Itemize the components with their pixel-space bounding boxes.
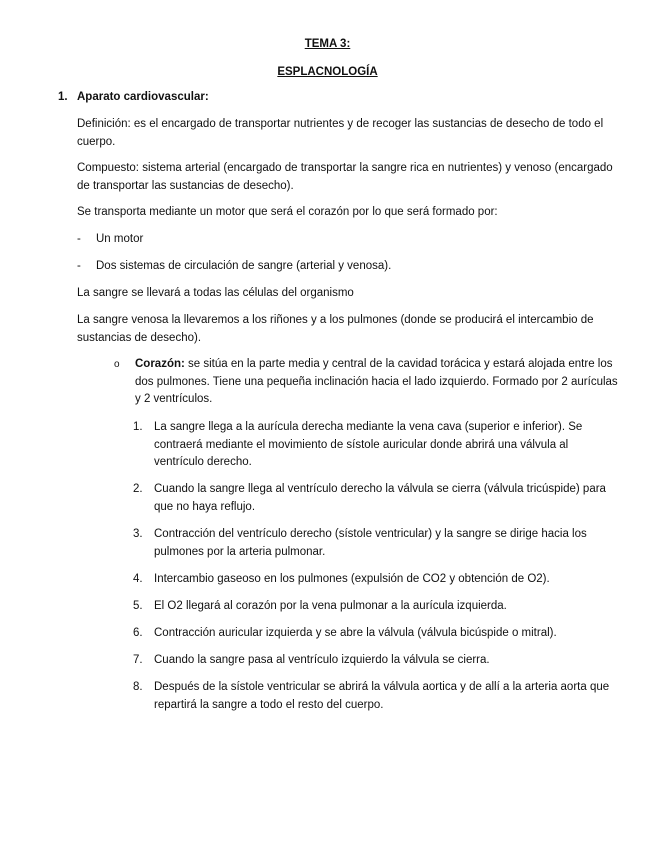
- dash-marker: -: [77, 260, 81, 272]
- circle-bullet-icon: o: [114, 359, 120, 370]
- step-text: Cuando la sangre llega al ventrículo derecho la válvula se cierra (válvula tricúspide) para que no haya reflujo.: [154, 483, 606, 513]
- step-number: 5.: [133, 600, 143, 612]
- bullet-corazon-text: [135, 356, 619, 409]
- step-text: Después de la sístole ventricular se abrirá la válvula aortica y de allí a la arteria aorta que repartirá la sangre a todo el resto del cuerpo.: [154, 681, 610, 711]
- page-subtitle: ESPLACNOLOGÍA: [277, 66, 378, 78]
- step-text: El O2 llegará al corazón por la vena pulmonar a la aurícula izquierda.: [154, 600, 507, 612]
- list-item-text: Dos sistemas de circulación de sangre (arterial y venosa).: [96, 260, 392, 272]
- step-text: Intercambio gaseoso en los pulmones (expulsión de CO2 y obtención de O2).: [154, 573, 550, 585]
- section-heading-text: Aparato cardiovascular:: [77, 91, 209, 103]
- step-number: 6.: [133, 627, 143, 639]
- step-number: 4.: [133, 573, 143, 585]
- step-number: 2.: [133, 483, 143, 495]
- bullet-body: se sitúa en la parte media y central de la cavidad torácica y estará alojada entre los dos pulmones. Tiene una pequeña inclinación hacia el lado izquierdo. Formado por 2 aurículas y 2 ventrículos.: [135, 358, 618, 405]
- section-number: 1.: [58, 91, 68, 103]
- list-item-text: Un motor: [96, 233, 144, 245]
- paragraph-definicion: Definición: es el encargado de transportar nutrientes y de recoger las sustancias de desecho de todo el cuerpo.: [77, 118, 604, 148]
- step-text: Contracción auricular izquierda y se abre la válvula (válvula bicúspide o mitral).: [154, 627, 557, 639]
- paragraph-transporte: Se transporta mediante un motor que será el corazón por lo que será formado por:: [77, 206, 498, 218]
- section-heading: [58, 89, 209, 107]
- paragraph-compuesto: Compuesto: sistema arterial (encargado de transportar la sangre rica en nutrientes) y venoso (encargado de transportar las sustancias de desecho).: [77, 162, 613, 192]
- step-text: Contracción del ventrículo derecho (sístole ventricular) y la sangre se dirige hacia los pulmones por la arteria pulmonar.: [154, 528, 587, 558]
- step-number: 3.: [133, 528, 143, 540]
- step-text: Cuando la sangre pasa al ventrículo izquierdo la válvula se cierra.: [154, 654, 490, 666]
- bullet-lead: Corazón:: [135, 358, 185, 370]
- paragraph-venosa: La sangre venosa la llevaremos a los riñones y a los pulmones (donde se producirá el intercambio de sustancias de desecho).: [77, 314, 594, 344]
- step-number: 7.: [133, 654, 143, 666]
- dash-marker: -: [77, 233, 81, 245]
- step-number: 1.: [133, 421, 143, 433]
- page-title: TEMA 3:: [304, 38, 351, 50]
- step-text: La sangre llega a la aurícula derecha mediante la vena cava (superior e inferior). Se contraerá mediante el movimiento de sístole auricular donde abrirá una válvula al ventrículo derecho.: [154, 421, 583, 468]
- step-number: 8.: [133, 681, 143, 693]
- paragraph-celulas: La sangre se llevará a todas las células del organismo: [77, 287, 354, 299]
